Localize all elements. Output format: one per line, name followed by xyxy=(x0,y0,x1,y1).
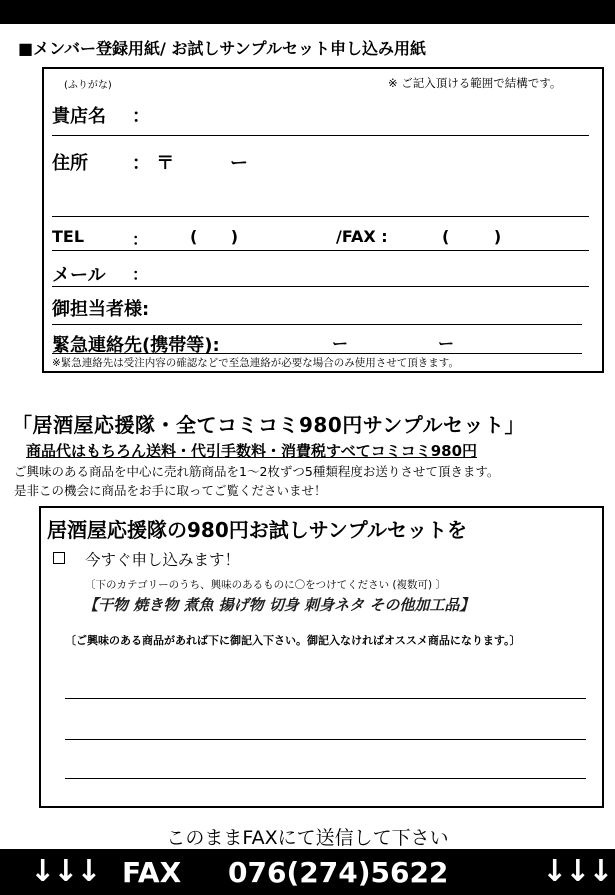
emergency-dash-1: ー xyxy=(332,334,349,353)
apply-checkbox[interactable] xyxy=(53,552,65,564)
form-title: ■メンバー登録用紙/ お試しサンプルセット申し込み用紙 xyxy=(18,39,426,58)
promo-description-line-2: 是非この機会に商品をお手に取ってご覧くださいませ！ xyxy=(14,483,327,498)
promo-description-line-1: ご興味のある商品を中心に売れ筋商品を1～2枚ずつ5種類程度お送りさせて頂きます。 xyxy=(14,464,500,479)
emergency-contact-note: ※緊急連絡先は受注内容の確認などで至急連絡が必要な場合のみ使用させて頂きます。 xyxy=(52,357,459,369)
store-name-label: 貴店名 xyxy=(52,106,106,127)
address-label: 住所 xyxy=(52,153,88,174)
category-list[interactable]: 【干物 焼き物 煮魚 揚げ物 切身 刺身ネタ その他加工品】 xyxy=(83,596,475,614)
email-label: メール xyxy=(52,265,106,286)
tel-colon: ： xyxy=(132,230,149,249)
fax-banner xyxy=(0,849,615,895)
promo-subtitle: 商品代はもちろん送料・代引手数料・消費税すべてコミコミ980円 xyxy=(26,442,478,460)
down-arrows-left-icon: ↓↓↓ xyxy=(30,854,100,889)
fill-in-note: ※ ご記入頂ける範囲で結構です。 xyxy=(388,76,562,90)
down-arrows-right-icon: ↓↓↓ xyxy=(542,854,612,889)
furigana-label: (ふりがな) xyxy=(64,80,112,91)
postal-code-dash: ー xyxy=(230,153,248,174)
promo-title: 「居酒屋応援隊・全てコミコミ980円サンプルセット」 xyxy=(12,413,525,437)
postal-code-mark: ： 〒 xyxy=(132,153,175,174)
apply-checkbox-label: 今すぐ申し込みます！ xyxy=(85,551,241,569)
tel-area-code: ( ) xyxy=(190,227,239,246)
emergency-dash-2: ー xyxy=(438,334,455,353)
fax-area-code: ( ) xyxy=(442,227,502,246)
store-name-field[interactable] xyxy=(52,135,589,136)
send-by-fax-note: このままFAXにて送信して下さい xyxy=(166,827,449,849)
fax-label: FAX xyxy=(122,856,182,889)
contact-person-label: 御担当者様: xyxy=(52,299,150,320)
address-field[interactable] xyxy=(52,216,589,217)
request-line-2[interactable] xyxy=(65,739,586,740)
request-instruction: 〔ご興味のある商品があれば下に御記入下さい。御記入なければオススメ商品になります。〕 xyxy=(65,634,521,647)
tel-fax-field[interactable] xyxy=(52,250,589,251)
top-banner-bar xyxy=(0,0,615,24)
email-field[interactable] xyxy=(52,286,589,287)
request-line-1[interactable] xyxy=(65,698,586,699)
category-instruction: 〔下のカテゴリーのうち、興味のあるものに〇をつけてください (複数可) 〕 xyxy=(85,579,446,591)
tel-label: TEL xyxy=(52,227,85,246)
email-colon: ： xyxy=(132,265,149,284)
contact-person-field[interactable] xyxy=(52,324,582,325)
emergency-contact-field[interactable] xyxy=(52,353,582,354)
fax-label: /FAX : xyxy=(336,227,388,246)
fax-number: 076(274)5622 xyxy=(228,856,449,889)
request-line-3[interactable] xyxy=(65,778,586,779)
order-heading: 居酒屋応援隊の980円お試しサンプルセットを xyxy=(47,518,467,542)
sample-order-box xyxy=(39,506,604,808)
emergency-contact-label: 緊急連絡先(携帯等): xyxy=(52,335,220,356)
member-registration-box xyxy=(42,67,604,373)
store-name-colon: ： xyxy=(132,106,150,127)
